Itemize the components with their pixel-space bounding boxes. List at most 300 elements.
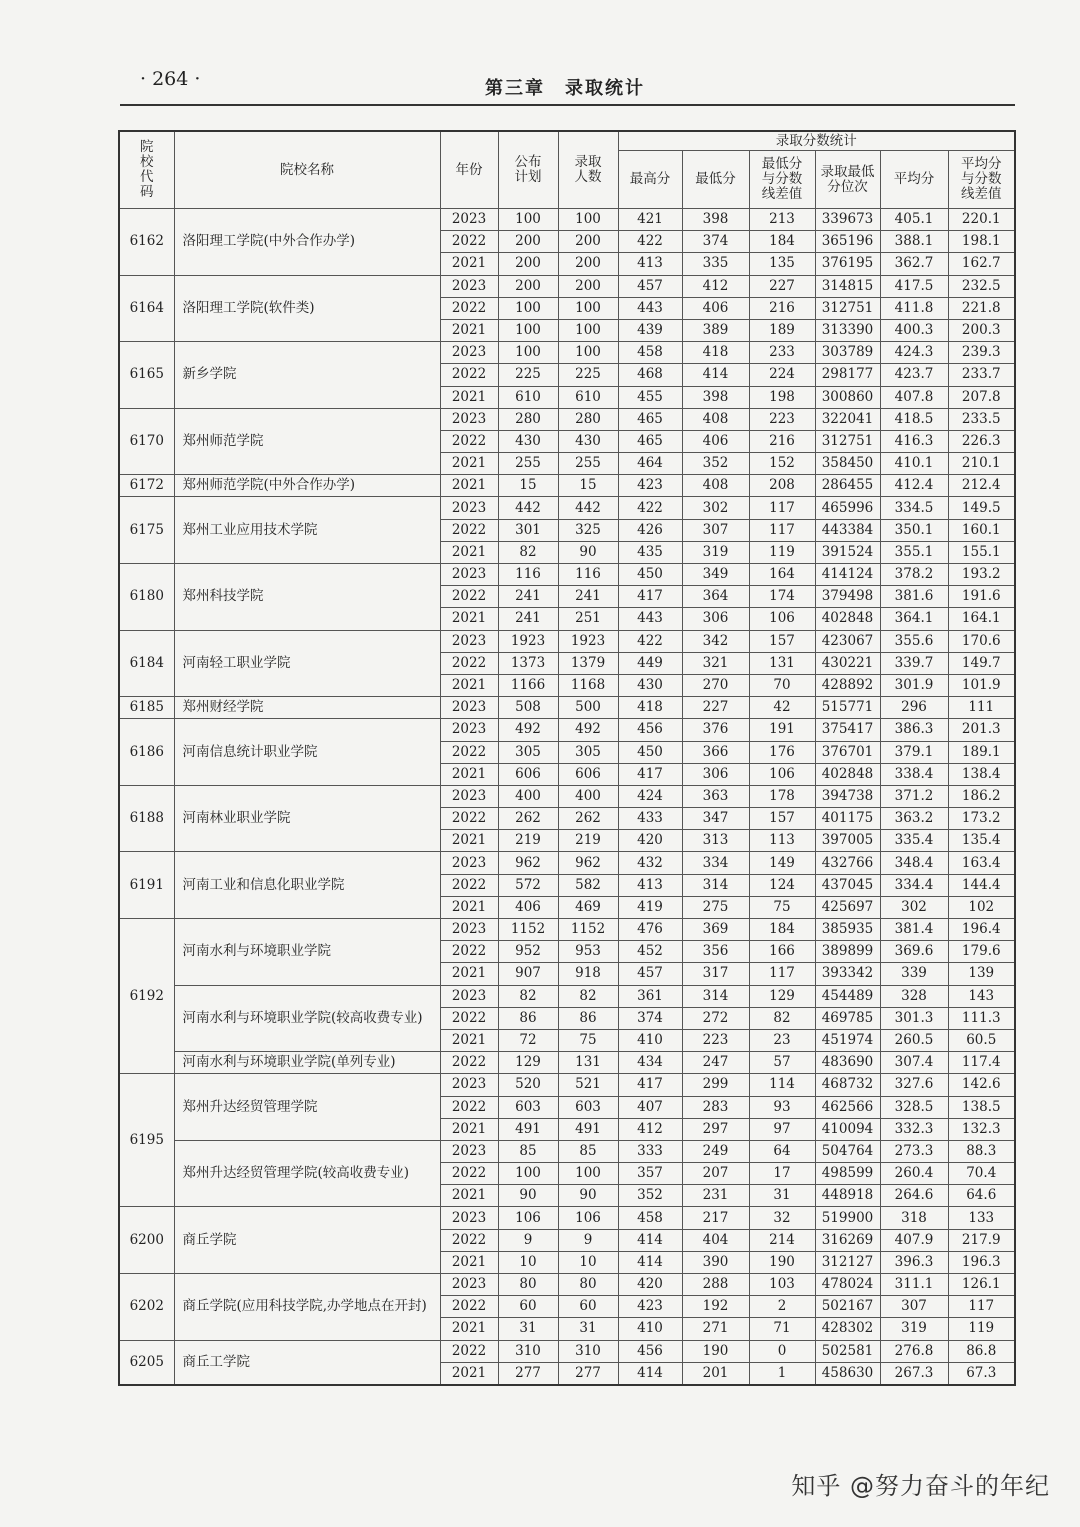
cell-max: 468 xyxy=(618,364,682,386)
school-code: 6165 xyxy=(119,342,174,409)
cell-admitted: 1168 xyxy=(558,674,618,696)
cell-admitted: 1379 xyxy=(558,652,618,674)
cell-max: 439 xyxy=(618,319,682,341)
cell-min: 223 xyxy=(682,1029,749,1051)
cell-min: 207 xyxy=(682,1163,749,1185)
cell-admitted: 962 xyxy=(558,852,618,874)
cell-admitted: 90 xyxy=(558,541,618,563)
cell-avg-diff: 155.1 xyxy=(948,541,1015,563)
cell-min-diff: 178 xyxy=(749,785,815,807)
cell-plan: 606 xyxy=(498,763,558,785)
cell-min-rank: 437045 xyxy=(815,874,880,896)
cell-admitted: 86 xyxy=(558,1007,618,1029)
cell-max: 417 xyxy=(618,586,682,608)
cell-plan: 603 xyxy=(498,1096,558,1118)
cell-admitted: 918 xyxy=(558,963,618,985)
cell-plan: 31 xyxy=(498,1318,558,1340)
cell-admitted: 80 xyxy=(558,1274,618,1296)
header-avg: 平均分 xyxy=(880,151,948,209)
cell-min-rank: 385935 xyxy=(815,919,880,941)
cell-min-diff: 103 xyxy=(749,1274,815,1296)
cell-max: 357 xyxy=(618,1163,682,1185)
cell-max: 410 xyxy=(618,1029,682,1051)
cell-avg: 332.3 xyxy=(880,1118,948,1140)
cell-min-rank: 468732 xyxy=(815,1074,880,1096)
cell-min-rank: 462566 xyxy=(815,1096,880,1118)
cell-max: 422 xyxy=(618,231,682,253)
cell-max: 455 xyxy=(618,386,682,408)
cell-plan: 610 xyxy=(498,386,558,408)
cell-avg-diff: 162.7 xyxy=(948,253,1015,275)
cell-avg-diff: 88.3 xyxy=(948,1140,1015,1162)
cell-min-diff: 191 xyxy=(749,719,815,741)
cell-min-diff: 224 xyxy=(749,364,815,386)
cell-avg-diff: 126.1 xyxy=(948,1274,1015,1296)
cell-admitted: 241 xyxy=(558,586,618,608)
cell-min-diff: 152 xyxy=(749,453,815,475)
cell-min-rank: 519900 xyxy=(815,1207,880,1229)
cell-avg-diff: 189.1 xyxy=(948,741,1015,763)
cell-year: 2022 xyxy=(440,808,498,830)
cell-min: 406 xyxy=(682,297,749,319)
cell-plan: 241 xyxy=(498,608,558,630)
school-code: 6170 xyxy=(119,408,174,475)
cell-min-rank: 425697 xyxy=(815,896,880,918)
cell-avg: 264.6 xyxy=(880,1185,948,1207)
cell-max: 374 xyxy=(618,1007,682,1029)
cell-min: 334 xyxy=(682,852,749,874)
cell-plan: 491 xyxy=(498,1118,558,1140)
school-name: 商丘工学院 xyxy=(174,1340,440,1385)
cell-plan: 129 xyxy=(498,1052,558,1074)
cell-year: 2023 xyxy=(440,852,498,874)
header-name: 院校名称 xyxy=(174,131,440,209)
school-name: 河南信息统计职业学院 xyxy=(174,719,440,786)
cell-year: 2023 xyxy=(440,985,498,1007)
cell-admitted: 200 xyxy=(558,253,618,275)
cell-min: 347 xyxy=(682,808,749,830)
cell-year: 2023 xyxy=(440,785,498,807)
cell-avg: 267.3 xyxy=(880,1362,948,1385)
cell-avg: 381.4 xyxy=(880,919,948,941)
cell-avg-diff: 138.4 xyxy=(948,763,1015,785)
cell-avg-diff: 233.5 xyxy=(948,408,1015,430)
cell-avg-diff: 232.5 xyxy=(948,275,1015,297)
cell-min-rank: 498599 xyxy=(815,1163,880,1185)
cell-year: 2022 xyxy=(440,652,498,674)
header-rule xyxy=(120,104,1015,106)
cell-plan: 400 xyxy=(498,785,558,807)
cell-avg-diff: 217.9 xyxy=(948,1229,1015,1251)
cell-avg: 407.9 xyxy=(880,1229,948,1251)
cell-admitted: 606 xyxy=(558,763,618,785)
cell-plan: 962 xyxy=(498,852,558,874)
cell-avg: 348.4 xyxy=(880,852,948,874)
cell-max: 419 xyxy=(618,896,682,918)
cell-admitted: 75 xyxy=(558,1029,618,1051)
cell-admitted: 400 xyxy=(558,785,618,807)
school-name: 河南水利与环境职业学院(单列专业) xyxy=(174,1052,440,1074)
cell-admitted: 610 xyxy=(558,386,618,408)
cell-min: 306 xyxy=(682,763,749,785)
cell-min-diff: 71 xyxy=(749,1318,815,1340)
cell-year: 2022 xyxy=(440,519,498,541)
cell-year: 2022 xyxy=(440,364,498,386)
cell-min-rank: 339673 xyxy=(815,209,880,231)
cell-plan: 100 xyxy=(498,297,558,319)
cell-avg-diff: 101.9 xyxy=(948,674,1015,696)
cell-plan: 60 xyxy=(498,1296,558,1318)
cell-avg-diff: 111 xyxy=(948,697,1015,719)
cell-avg: 328.5 xyxy=(880,1096,948,1118)
cell-min: 408 xyxy=(682,475,749,497)
header-plan: 公布计划 xyxy=(498,131,558,209)
cell-plan: 280 xyxy=(498,408,558,430)
cell-plan: 9 xyxy=(498,1229,558,1251)
cell-min-rank: 504764 xyxy=(815,1140,880,1162)
school-code: 6172 xyxy=(119,475,174,497)
cell-admitted: 90 xyxy=(558,1185,618,1207)
cell-year: 2023 xyxy=(440,209,498,231)
cell-min-diff: 97 xyxy=(749,1118,815,1140)
cell-min: 201 xyxy=(682,1362,749,1385)
cell-min-diff: 117 xyxy=(749,963,815,985)
cell-min-rank: 300860 xyxy=(815,386,880,408)
cell-avg: 319 xyxy=(880,1318,948,1340)
table-row xyxy=(119,1207,1015,1229)
cell-avg-diff: 226.3 xyxy=(948,430,1015,452)
cell-avg: 301.3 xyxy=(880,1007,948,1029)
cell-plan: 492 xyxy=(498,719,558,741)
cell-avg-diff: 239.3 xyxy=(948,342,1015,364)
cell-max: 407 xyxy=(618,1096,682,1118)
cell-min-rank: 376195 xyxy=(815,253,880,275)
cell-admitted: 262 xyxy=(558,808,618,830)
cell-year: 2022 xyxy=(440,1007,498,1029)
cell-avg-diff: 220.1 xyxy=(948,209,1015,231)
cell-min-rank: 465996 xyxy=(815,497,880,519)
cell-admitted: 305 xyxy=(558,741,618,763)
cell-year: 2023 xyxy=(440,1074,498,1096)
cell-admitted: 60 xyxy=(558,1296,618,1318)
header-max: 最高分 xyxy=(618,151,682,209)
cell-avg: 407.8 xyxy=(880,386,948,408)
cell-min: 306 xyxy=(682,608,749,630)
cell-min-diff: 119 xyxy=(749,541,815,563)
cell-max: 458 xyxy=(618,1207,682,1229)
cell-min-diff: 214 xyxy=(749,1229,815,1251)
cell-min-rank: 393342 xyxy=(815,963,880,985)
cell-avg: 273.3 xyxy=(880,1140,948,1162)
cell-avg-diff: 60.5 xyxy=(948,1029,1015,1051)
table-row xyxy=(119,408,1015,430)
cell-max: 410 xyxy=(618,1318,682,1340)
cell-min: 313 xyxy=(682,830,749,852)
cell-min-diff: 190 xyxy=(749,1251,815,1273)
cell-avg: 423.7 xyxy=(880,364,948,386)
cell-plan: 86 xyxy=(498,1007,558,1029)
cell-avg: 302 xyxy=(880,896,948,918)
cell-year: 2021 xyxy=(440,763,498,785)
table-row xyxy=(119,919,1015,941)
cell-avg: 301.9 xyxy=(880,674,948,696)
cell-min: 349 xyxy=(682,564,749,586)
cell-max: 422 xyxy=(618,497,682,519)
cell-avg: 339 xyxy=(880,963,948,985)
cell-min-diff: 227 xyxy=(749,275,815,297)
cell-plan: 10 xyxy=(498,1251,558,1273)
cell-avg: 416.3 xyxy=(880,430,948,452)
table-row xyxy=(119,1074,1015,1096)
cell-avg: 318 xyxy=(880,1207,948,1229)
cell-avg: 418.5 xyxy=(880,408,948,430)
cell-avg: 307 xyxy=(880,1296,948,1318)
cell-year: 2021 xyxy=(440,830,498,852)
cell-min-rank: 312751 xyxy=(815,430,880,452)
school-name: 河南林业职业学院 xyxy=(174,785,440,852)
cell-avg-diff: 143 xyxy=(948,985,1015,1007)
cell-min-rank: 423067 xyxy=(815,630,880,652)
cell-min-rank: 322041 xyxy=(815,408,880,430)
cell-avg: 381.6 xyxy=(880,586,948,608)
cell-admitted: 131 xyxy=(558,1052,618,1074)
cell-plan: 430 xyxy=(498,430,558,452)
cell-avg-diff: 144.4 xyxy=(948,874,1015,896)
cell-plan: 520 xyxy=(498,1074,558,1096)
cell-admitted: 10 xyxy=(558,1251,618,1273)
cell-max: 414 xyxy=(618,1229,682,1251)
cell-avg: 328 xyxy=(880,985,948,1007)
header-min-rank: 录取最低分位次 xyxy=(815,151,880,209)
cell-admitted: 100 xyxy=(558,1163,618,1185)
cell-max: 361 xyxy=(618,985,682,1007)
cell-max: 421 xyxy=(618,209,682,231)
cell-min-diff: 57 xyxy=(749,1052,815,1074)
cell-plan: 572 xyxy=(498,874,558,896)
cell-year: 2023 xyxy=(440,630,498,652)
table-row xyxy=(119,497,1015,519)
cell-avg-diff: 149.5 xyxy=(948,497,1015,519)
cell-avg: 311.1 xyxy=(880,1274,948,1296)
cell-avg-diff: 212.4 xyxy=(948,475,1015,497)
cell-avg-diff: 67.3 xyxy=(948,1362,1015,1385)
cell-min-diff: 129 xyxy=(749,985,815,1007)
cell-min: 283 xyxy=(682,1096,749,1118)
cell-avg-diff: 119 xyxy=(948,1318,1015,1340)
cell-plan: 100 xyxy=(498,1163,558,1185)
table-row xyxy=(119,1140,1015,1162)
cell-max: 418 xyxy=(618,697,682,719)
cell-min-diff: 93 xyxy=(749,1096,815,1118)
cell-plan: 241 xyxy=(498,586,558,608)
cell-max: 465 xyxy=(618,408,682,430)
school-code: 6202 xyxy=(119,1274,174,1341)
cell-admitted: 100 xyxy=(558,297,618,319)
cell-min-diff: 174 xyxy=(749,586,815,608)
cell-min-diff: 64 xyxy=(749,1140,815,1162)
cell-plan: 310 xyxy=(498,1340,558,1362)
cell-max: 432 xyxy=(618,852,682,874)
school-name: 郑州升达经贸管理学院(较高收费专业) xyxy=(174,1140,440,1207)
cell-min-rank: 314815 xyxy=(815,275,880,297)
cell-max: 414 xyxy=(618,1362,682,1385)
school-name: 郑州财经学院 xyxy=(174,697,440,719)
cell-avg-diff: 163.4 xyxy=(948,852,1015,874)
cell-admitted: 442 xyxy=(558,497,618,519)
cell-year: 2022 xyxy=(440,1340,498,1362)
school-code: 6184 xyxy=(119,630,174,697)
cell-min-rank: 397005 xyxy=(815,830,880,852)
cell-min-rank: 402848 xyxy=(815,608,880,630)
cell-plan: 100 xyxy=(498,319,558,341)
cell-max: 414 xyxy=(618,1251,682,1273)
cell-avg: 338.4 xyxy=(880,763,948,785)
cell-admitted: 200 xyxy=(558,231,618,253)
cell-year: 2022 xyxy=(440,586,498,608)
school-name: 河南工业和信息化职业学院 xyxy=(174,852,440,919)
cell-min: 272 xyxy=(682,1007,749,1029)
cell-plan: 90 xyxy=(498,1185,558,1207)
cell-min: 363 xyxy=(682,785,749,807)
cell-min-diff: 198 xyxy=(749,386,815,408)
cell-min-rank: 303789 xyxy=(815,342,880,364)
school-code: 6162 xyxy=(119,209,174,276)
cell-avg-diff: 132.3 xyxy=(948,1118,1015,1140)
cell-min-diff: 2 xyxy=(749,1296,815,1318)
cell-admitted: 251 xyxy=(558,608,618,630)
cell-min: 398 xyxy=(682,209,749,231)
cell-avg-diff: 200.3 xyxy=(948,319,1015,341)
cell-year: 2023 xyxy=(440,719,498,741)
cell-admitted: 106 xyxy=(558,1207,618,1229)
cell-min-diff: 113 xyxy=(749,830,815,852)
cell-year: 2021 xyxy=(440,319,498,341)
cell-min-rank: 312127 xyxy=(815,1251,880,1273)
cell-plan: 225 xyxy=(498,364,558,386)
cell-avg-diff: 196.3 xyxy=(948,1251,1015,1273)
cell-min: 352 xyxy=(682,453,749,475)
cell-min: 414 xyxy=(682,364,749,386)
cell-min: 376 xyxy=(682,719,749,741)
cell-plan: 305 xyxy=(498,741,558,763)
cell-plan: 200 xyxy=(498,231,558,253)
cell-avg: 412.4 xyxy=(880,475,948,497)
cell-admitted: 500 xyxy=(558,697,618,719)
cell-avg: 260.4 xyxy=(880,1163,948,1185)
cell-min-diff: 17 xyxy=(749,1163,815,1185)
cell-avg-diff: 133 xyxy=(948,1207,1015,1229)
cell-avg: 362.7 xyxy=(880,253,948,275)
cell-admitted: 280 xyxy=(558,408,618,430)
cell-min: 302 xyxy=(682,497,749,519)
cell-plan: 200 xyxy=(498,253,558,275)
cell-avg-diff: 160.1 xyxy=(948,519,1015,541)
cell-min-rank: 430221 xyxy=(815,652,880,674)
cell-admitted: 219 xyxy=(558,830,618,852)
cell-avg-diff: 117 xyxy=(948,1296,1015,1318)
admission-stats-table xyxy=(118,130,1016,1386)
cell-avg: 334.5 xyxy=(880,497,948,519)
cell-avg: 371.2 xyxy=(880,785,948,807)
cell-max: 434 xyxy=(618,1052,682,1074)
cell-min-diff: 184 xyxy=(749,919,815,941)
cell-year: 2021 xyxy=(440,1318,498,1340)
cell-min: 227 xyxy=(682,697,749,719)
cell-min: 398 xyxy=(682,386,749,408)
cell-max: 430 xyxy=(618,674,682,696)
cell-avg: 410.1 xyxy=(880,453,948,475)
cell-plan: 508 xyxy=(498,697,558,719)
cell-avg: 405.1 xyxy=(880,209,948,231)
cell-plan: 82 xyxy=(498,985,558,1007)
cell-min-rank: 298177 xyxy=(815,364,880,386)
cell-min-rank: 402848 xyxy=(815,763,880,785)
cell-max: 333 xyxy=(618,1140,682,1162)
cell-min: 321 xyxy=(682,652,749,674)
cell-max: 426 xyxy=(618,519,682,541)
school-name: 郑州科技学院 xyxy=(174,564,440,631)
cell-avg: 339.7 xyxy=(880,652,948,674)
cell-year: 2021 xyxy=(440,453,498,475)
cell-avg-diff: 138.5 xyxy=(948,1096,1015,1118)
cell-year: 2021 xyxy=(440,1251,498,1273)
cell-avg-diff: 164.1 xyxy=(948,608,1015,630)
cell-min: 192 xyxy=(682,1296,749,1318)
table-row xyxy=(119,630,1015,652)
cell-avg-diff: 233.7 xyxy=(948,364,1015,386)
cell-plan: 952 xyxy=(498,941,558,963)
cell-avg: 335.4 xyxy=(880,830,948,852)
cell-avg-diff: 142.6 xyxy=(948,1074,1015,1096)
cell-max: 417 xyxy=(618,763,682,785)
cell-plan: 1152 xyxy=(498,919,558,941)
school-name: 郑州工业应用技术学院 xyxy=(174,497,440,564)
cell-min: 314 xyxy=(682,874,749,896)
cell-avg: 388.1 xyxy=(880,231,948,253)
table-row xyxy=(119,342,1015,364)
cell-avg-diff: 193.2 xyxy=(948,564,1015,586)
table-row xyxy=(119,475,1015,497)
cell-avg-diff: 179.6 xyxy=(948,941,1015,963)
cell-min: 299 xyxy=(682,1074,749,1096)
cell-min: 231 xyxy=(682,1185,749,1207)
cell-plan: 442 xyxy=(498,497,558,519)
cell-year: 2023 xyxy=(440,275,498,297)
cell-avg-diff: 86.8 xyxy=(948,1340,1015,1362)
cell-year: 2022 xyxy=(440,741,498,763)
cell-year: 2021 xyxy=(440,541,498,563)
cell-avg: 379.1 xyxy=(880,741,948,763)
cell-min-rank: 391524 xyxy=(815,541,880,563)
cell-admitted: 469 xyxy=(558,896,618,918)
cell-max: 456 xyxy=(618,719,682,741)
cell-plan: 116 xyxy=(498,564,558,586)
cell-min-diff: 216 xyxy=(749,430,815,452)
cell-min-diff: 117 xyxy=(749,497,815,519)
cell-avg-diff: 207.8 xyxy=(948,386,1015,408)
cell-min-rank: 432766 xyxy=(815,852,880,874)
cell-min-rank: 502167 xyxy=(815,1296,880,1318)
cell-max: 435 xyxy=(618,541,682,563)
cell-avg: 369.6 xyxy=(880,941,948,963)
cell-min: 317 xyxy=(682,963,749,985)
cell-min-rank: 414124 xyxy=(815,564,880,586)
cell-avg: 296 xyxy=(880,697,948,719)
cell-avg-diff: 221.8 xyxy=(948,297,1015,319)
cell-avg-diff: 201.3 xyxy=(948,719,1015,741)
cell-avg: 350.1 xyxy=(880,519,948,541)
cell-max: 457 xyxy=(618,275,682,297)
